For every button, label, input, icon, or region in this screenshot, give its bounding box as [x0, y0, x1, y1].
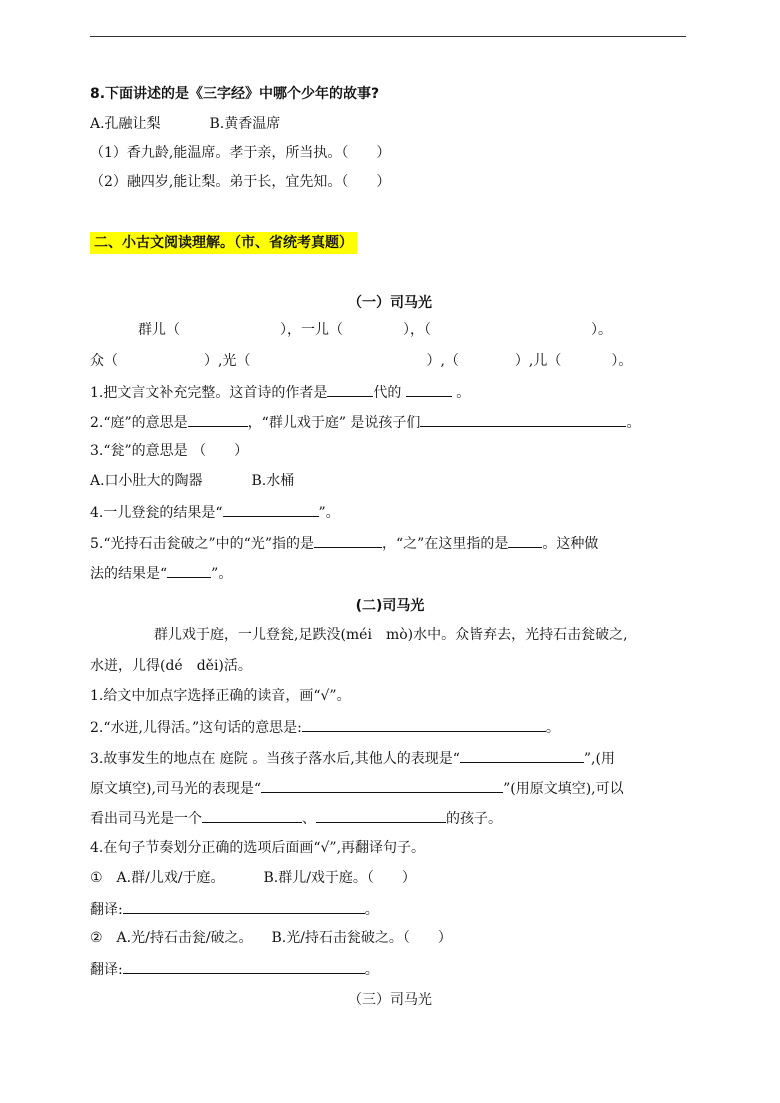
- answer-blank[interactable]: [188, 411, 248, 427]
- question-text: 5.“光持石击瓮破之”中的“光”指的是: [90, 536, 314, 552]
- question-text: ，“群儿戏于庭” 是说孩子们: [247, 415, 421, 431]
- question-text: 的孩子。: [446, 811, 502, 827]
- q3-option-b[interactable]: B.水桶: [251, 473, 295, 489]
- question-text: 。这种做: [542, 536, 599, 552]
- fill-text: ）。: [611, 353, 633, 369]
- passage1-q2: [90, 411, 640, 433]
- answer-blank[interactable]: [460, 747, 584, 763]
- passage1-q5: [90, 532, 598, 554]
- passage1-q3-options: [90, 471, 294, 491]
- question-text: 代的: [373, 385, 402, 401]
- question-text: ”,(用: [583, 751, 615, 767]
- question-text: 。: [364, 902, 379, 918]
- q8-title: 8.下面讲述的是《三字经》中哪个少年的故事?: [90, 86, 380, 102]
- translate-blank[interactable]: [123, 958, 365, 974]
- answer-blank[interactable]: [327, 381, 373, 397]
- passage2-translate-1: [90, 898, 379, 920]
- question-text: 1.把文言文补充完整。这首诗的作者是: [90, 385, 328, 401]
- answer-blank[interactable]: [406, 381, 452, 397]
- q8-item-1: （1）香九龄,能温席。孝于亲，所当执。（ ）: [90, 145, 391, 161]
- passage2-q3-cont1: [90, 777, 624, 799]
- fill-text: ）,（: [426, 353, 459, 369]
- q8-item-2: （2）融四岁,能让梨。弟于长，宜先知。（ ）: [90, 174, 391, 190]
- passage1-fill-line1: [138, 320, 612, 340]
- answer-blank[interactable]: [314, 532, 382, 548]
- passage1-q5-cont: [90, 562, 232, 584]
- question-text: 。: [545, 720, 560, 736]
- passage2-q4-item1: [90, 868, 416, 888]
- passage3-title: （三）司马光: [348, 992, 432, 1008]
- translate-label: 翻译:: [90, 962, 123, 978]
- fill-text: ）,儿（: [514, 353, 562, 369]
- passage1-q1: [90, 381, 470, 403]
- question-text: 2.“庭”的意思是: [90, 415, 188, 431]
- question-text: ”。: [318, 505, 340, 521]
- question-text: 。: [364, 962, 379, 978]
- q4-1-option-b[interactable]: B.群儿/戏于庭。（ ）: [263, 870, 416, 886]
- question-text: 。: [626, 415, 641, 431]
- fill-text: ）。: [591, 322, 612, 338]
- q4-2-option-a[interactable]: ② A.光/持石击瓮/破之。: [90, 930, 253, 946]
- passage2-q1: 1.给文中加点字选择正确的读音，画“√”。: [90, 688, 351, 704]
- passage2-q4-item2: [90, 928, 452, 948]
- translate-blank[interactable]: [123, 898, 365, 914]
- question-text: ，“之”在这里指的是: [382, 536, 509, 552]
- question-text: ”(用原文填空),可以: [503, 781, 624, 797]
- question-text: 、: [302, 811, 316, 827]
- passage2-q4: 4.在句子节奏划分正确的选项后面画“√”,再翻译句子。: [90, 840, 426, 856]
- passage2-q3: [90, 747, 615, 769]
- q8-option-b[interactable]: B.黄香温席: [209, 116, 281, 132]
- answer-blank[interactable]: [316, 807, 446, 823]
- q4-2-option-b[interactable]: B.光/持石击瓮破之。（ ）: [271, 930, 452, 946]
- passage1-q4: [90, 501, 340, 523]
- passage1-fill-line2: [90, 351, 632, 371]
- answer-blank[interactable]: [261, 777, 503, 793]
- passage2-text-line1: 群儿戏于庭，一儿登瓮,足跌没(méi mò)水中。众皆弃去，光持石击瓮破之,: [154, 627, 628, 643]
- fill-text: 群儿（: [138, 322, 180, 338]
- translate-label: 翻译:: [90, 902, 123, 918]
- question-text: 3.故事发生的地点在 庭院 。当孩子落水后,其他人的表现是“: [90, 751, 460, 767]
- question-text: 法的结果是“: [90, 566, 168, 582]
- answer-blank[interactable]: [202, 807, 302, 823]
- question-text: 原文填空),司马光的表现是“: [90, 781, 262, 797]
- passage2-q3-cont2: [90, 807, 502, 829]
- question-text: 看出司马光是一个: [90, 811, 202, 827]
- q3-option-a[interactable]: A.口小肚大的陶器: [90, 473, 203, 489]
- header-rule: [90, 36, 686, 37]
- question-text: ”。: [211, 566, 233, 582]
- fill-text: ）,光（: [204, 353, 251, 369]
- answer-blank[interactable]: [420, 411, 626, 427]
- section-heading-highlight: 二、小古文阅读理解。（市、省统考真题）: [90, 232, 357, 254]
- passage2-text-line2: 水迸，儿得(dé děi)活。: [90, 658, 252, 674]
- passage1-q3: 3.“瓮”的意思是 （ ）: [90, 443, 249, 459]
- answer-blank[interactable]: [167, 562, 211, 578]
- question-text: 。: [456, 385, 471, 401]
- answer-blank[interactable]: [508, 532, 542, 548]
- q4-1-option-a[interactable]: ① A.群/儿戏/于庭。: [90, 870, 225, 886]
- question-text: 4.一儿登瓮的结果是“: [90, 505, 223, 521]
- passage2-q2: [90, 716, 560, 738]
- fill-text: 众（: [90, 353, 118, 369]
- q8-options: [90, 114, 280, 134]
- section-heading: [90, 233, 357, 253]
- passage1-title: （一）司马光: [348, 295, 432, 311]
- answer-blank[interactable]: [302, 716, 546, 732]
- answer-blank[interactable]: [223, 501, 319, 517]
- passage2-title: (二)司马光: [355, 598, 425, 614]
- fill-text: ），一儿（: [280, 322, 343, 338]
- q8-option-a[interactable]: A.孔融让梨: [90, 116, 161, 132]
- question-text: 2.“水迸,儿得活。”这句话的意思是:: [90, 720, 302, 736]
- fill-text: ），（: [403, 322, 431, 338]
- passage2-translate-2: [90, 958, 379, 980]
